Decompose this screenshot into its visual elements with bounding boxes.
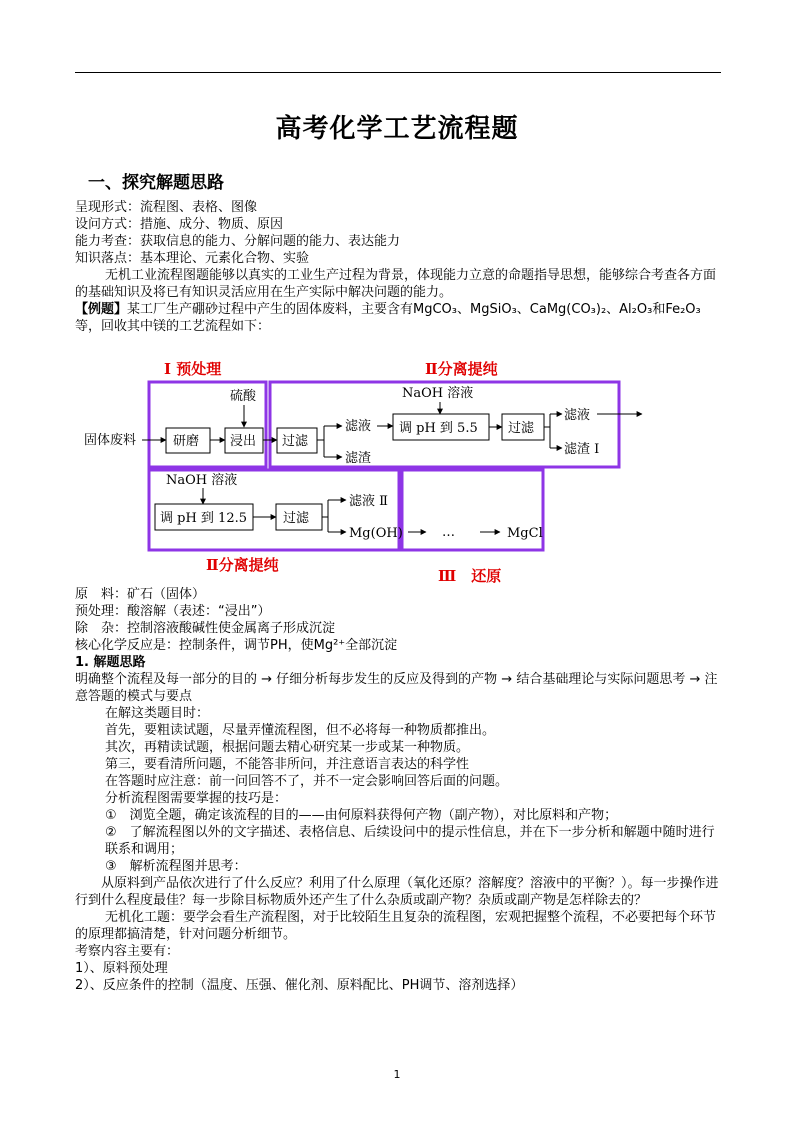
- label-separation-top: Ⅱ分离提纯: [425, 360, 498, 378]
- page-title: 高考化学工艺流程题: [275, 114, 519, 144]
- node-filter-2: 过滤: [508, 421, 535, 436]
- label-pretreatment: Ⅰ 预处理: [164, 360, 222, 378]
- line-approach: 在解这类题目时：: [105, 706, 210, 721]
- line-item-2: 2）、反应条件的控制（温度、压强、催化剂、原料配比、PH调节、溶剂选择）: [75, 978, 524, 993]
- line-third: 第三，要看清所问题，不能答非所问，并注意语言表达的科学性: [105, 757, 470, 772]
- node-naoh-2: NaOH 溶液: [166, 473, 238, 488]
- tip-2: ② 了解流程图以外的文字描述、表格信息、后续设问中的提示性信息，并在下一步分析和解题中随时进行联系和调用；: [105, 825, 715, 857]
- tip-1: ① 浏览全题，确定该流程的目的——由何原料获得何产物（副产物），对比原料和产物；: [105, 808, 618, 823]
- line-question: 设问方式：措施、成分、物质、原因: [75, 217, 284, 232]
- header-rule: [75, 72, 721, 73]
- line-pretreat: 预处理：酸溶解（表述：“浸出”）: [75, 604, 271, 619]
- node-acid: 硫酸: [230, 389, 257, 404]
- flow-diagram: [80, 352, 660, 588]
- industry-paragraph: 无机化工题：要学会看生产流程图，对于比较陌生且复杂的流程图，宏观把握整个流程，不必要把每个环节的原理都搞清楚，针对问题分析细节。: [75, 910, 717, 942]
- example-tag: 【例题】: [75, 302, 128, 317]
- line-attention: 在答题时应注意：前一问回答不了，并不一定会影响回答后面的问题。: [105, 774, 509, 789]
- tip-3: ③ 解析流程图并思考：: [105, 859, 247, 874]
- node-waste: 固体废料: [84, 433, 137, 448]
- sub-heading: 1. 解题思路: [75, 655, 146, 670]
- label-reduction: Ⅲ 还原: [438, 567, 502, 585]
- label-separation-bottom: Ⅱ分离提纯: [206, 556, 279, 574]
- line-second: 其次，再精读试题，根据问题去精心研究某一步或某一种物质。: [105, 740, 470, 755]
- line-core: 核心化学反应是：控制条件，调节PH，使Mg²⁺全部沉淀: [75, 638, 398, 653]
- steps-paragraph: 明确整个流程及每一部分的目的 → 仔细分析每步发生的反应及得到的产物 → 结合基础理论与实际问题思考 → 注意答题的模式与要点: [75, 672, 718, 704]
- node-filtrate-II: 滤液 Ⅱ: [349, 494, 388, 509]
- line-raw: 原 料：矿石（固体）: [75, 587, 206, 602]
- node-naoh-1: NaOH 溶液: [402, 386, 474, 401]
- node-residue-1: 滤渣: [345, 451, 372, 466]
- node-grind: 研磨: [173, 434, 200, 449]
- example-paragraph: [75, 301, 723, 335]
- line-item-1: 1）、原料预处理: [75, 961, 168, 976]
- intro-block: [75, 199, 723, 335]
- line-form: 呈现形式：流程图、表格、图像: [75, 200, 258, 215]
- node-mgcl: MgCl: [507, 526, 543, 541]
- node-ph-5.5: 调 pH 到 5.5: [399, 421, 478, 436]
- line-knowledge: 知识落点：基本理论、元素化合物、实验: [75, 251, 310, 266]
- node-filter-1: 过滤: [282, 434, 309, 449]
- node-filter-3: 过滤: [283, 511, 310, 526]
- node-dots: …: [442, 525, 455, 540]
- section-heading: 一、探究解题思路: [88, 173, 224, 193]
- intro-paragraph: 无机工业流程图题能够以真实的工业生产过程为背景，体现能力立意的命题指导思想，能够综合考查各方面的基础知识及将已有知识灵活应用在生产实际中解决问题的能力。: [75, 268, 717, 300]
- node-mgoh: Mg(OH): [349, 526, 403, 541]
- node-residue-I: 滤渣 Ⅰ: [564, 442, 600, 457]
- process-block: [75, 586, 723, 994]
- node-ph-12.5: 调 pH 到 12.5: [160, 511, 248, 526]
- node-filtrate-out: 滤液: [564, 408, 591, 423]
- reaction-paragraph: 从原料到产品依次进行了什么反应？利用了什么原理（氧化还原？溶解度？溶液中的平衡？）。每一步操作进行到什么程度最佳？每一步除目标物质外还产生了什么杂质或副产物？杂质或副产物是怎样除去的？: [75, 876, 719, 908]
- line-skills: 分析流程图需要掌握的技巧是：: [105, 791, 288, 806]
- line-impurity: 除 杂：控制溶液酸碱性使金属离子形成沉淀: [75, 621, 336, 636]
- node-filtrate-1: 滤液: [345, 419, 372, 434]
- example-text: 某工厂生产硼砂过程中产生的固体废料，主要含有MgCO₃、MgSiO₃、CaMg(CO₃)₂、Al₂O₃和Fe₂O₃等，回收其中镁的工艺流程如下：: [75, 302, 701, 334]
- node-leach: 浸出: [230, 434, 257, 449]
- page-number: 1: [393, 1068, 401, 1081]
- line-ability: 能力考查：获取信息的能力、分解问题的能力、表达能力: [75, 234, 401, 249]
- line-content: 考察内容主要有：: [75, 944, 180, 959]
- line-first: 首先，要粗读试题，尽量弄懂流程图，但不必将每一种物质都推出。: [105, 723, 496, 738]
